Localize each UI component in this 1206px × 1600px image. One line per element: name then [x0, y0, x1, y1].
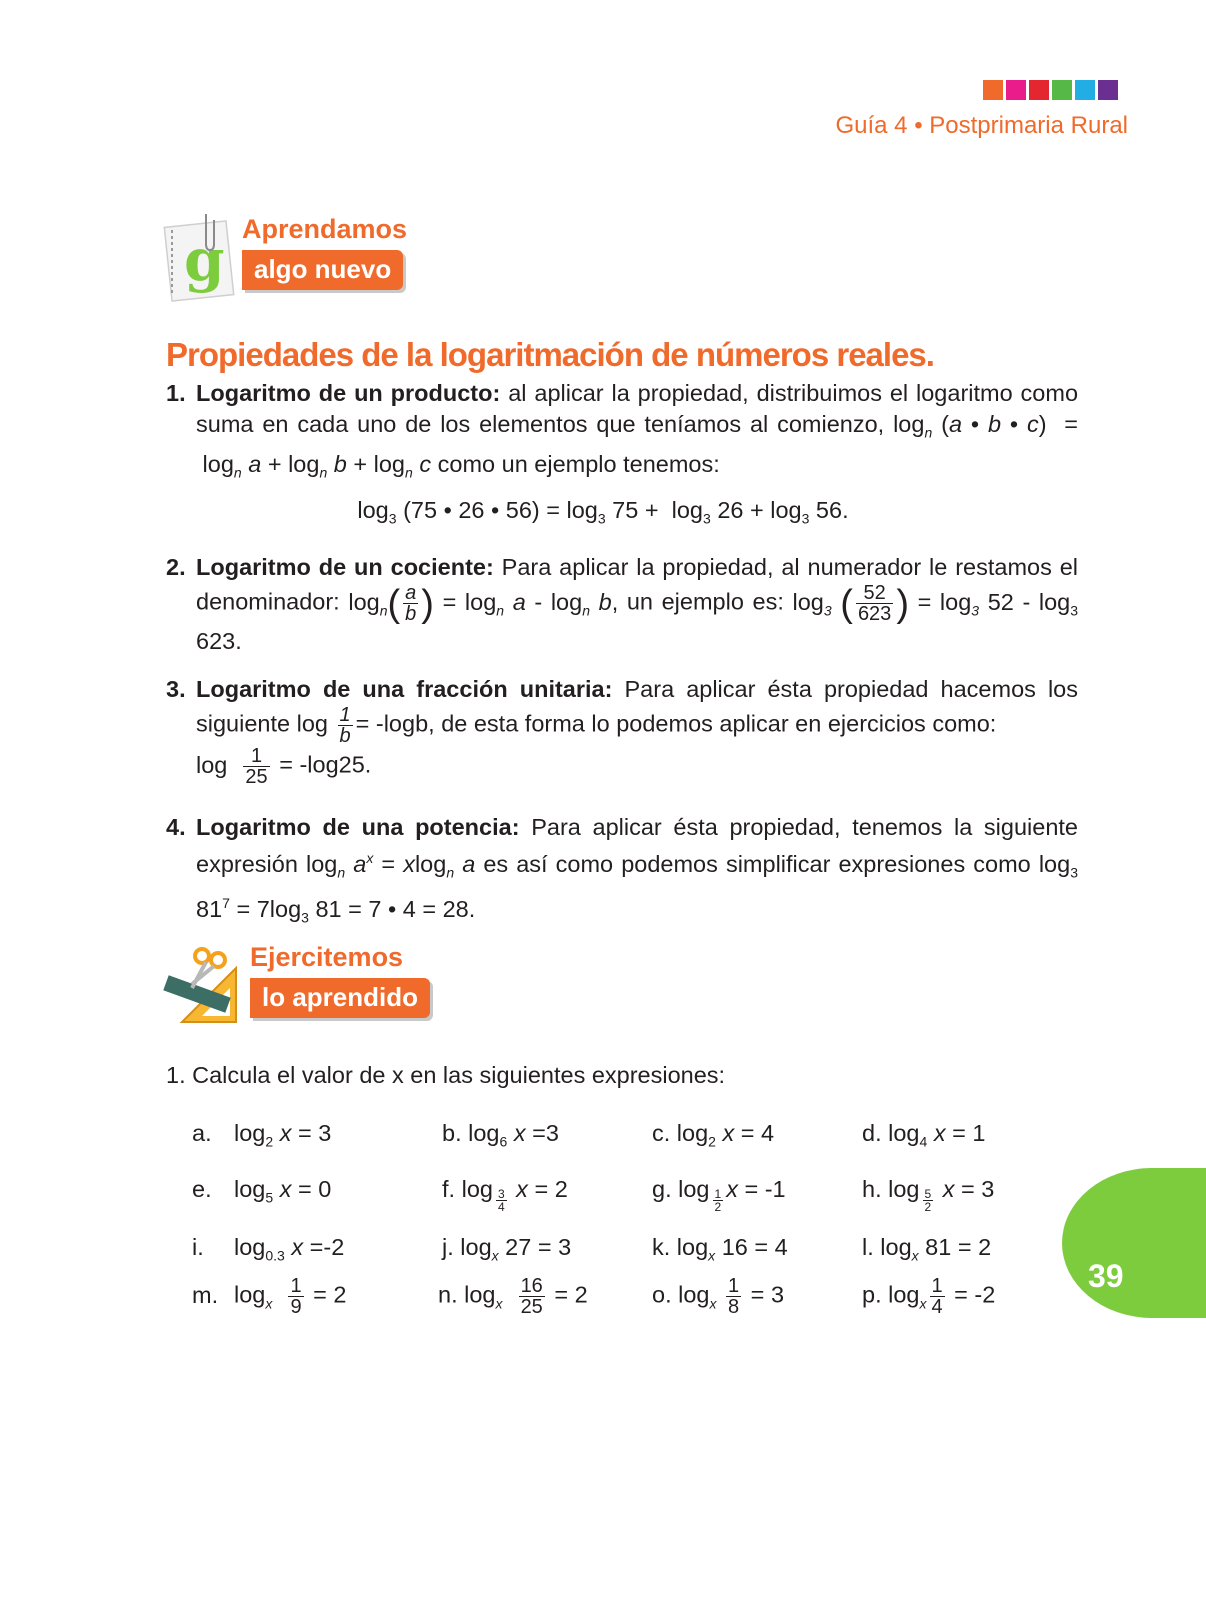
exercise-label: o. — [652, 1281, 672, 1308]
property-2-name: Logaritmo de un cociente: — [196, 554, 494, 580]
strip-magenta — [1006, 80, 1026, 100]
property-2-text: Para aplicar la propiedad, al numerador le restamos el denominador: — [196, 554, 1078, 615]
property-4-text: Para aplicar ésta propiedad, tenemos la siguiente expresión — [196, 814, 1079, 877]
exercise-row — [192, 1234, 1072, 1274]
property-2-example: $\log_3$ ( $\frac{52}{623}$ ) = $\log_3 52 - \log_3 623$. — [196, 582, 1079, 655]
property-1-name: Logaritmo de un producto: — [196, 380, 501, 406]
property-3-text: Para aplicar ésta propiedad hacemos los siguiente log — [196, 676, 1078, 737]
exercise-row — [192, 1176, 1072, 1216]
guide-title: Guía 4 • Postprimaria Rural — [835, 112, 1128, 139]
property-1-formula: $\log_n (a$ • b • $c) = \log_n a + \log_n b + \log_n c$ — [196, 411, 1079, 481]
exercise-item-b: b. $\log_6 x =3$ — [442, 1120, 559, 1150]
notebook-g-icon — [162, 210, 240, 302]
property-1 — [166, 378, 1078, 488]
exercise-intro: 1. Calcula el valor de x en las siguientes expresiones: — [166, 1062, 726, 1088]
exercise-label: p. — [862, 1281, 882, 1308]
property-3-example-tail: = -log25. — [279, 751, 372, 778]
exercise-item-l: l. $\log_x 81 = 2$ — [862, 1234, 992, 1264]
property-1-number: 1. — [166, 380, 186, 406]
property-1-text: al aplicar la propiedad, distribuimos el logaritmo como suma en cada uno de los elementos que teníamos al comienzo, — [196, 380, 1079, 437]
property-3-example: log $\frac{1}{25}$ — [196, 745, 268, 788]
exercise-label: c. — [652, 1120, 671, 1146]
exercise-label: k. — [652, 1234, 671, 1260]
svg-text:g: g — [184, 226, 225, 294]
exercise-row — [192, 1276, 1072, 1336]
main-title: Propiedades de la logaritmación de números reales. — [166, 336, 934, 373]
property-4-text-tail: es así como podemos simplificar expresiones como — [483, 850, 1031, 877]
exercise-item-m: m. $\log_x$ $\frac{1}{9}$ = 2 — [192, 1275, 347, 1318]
exercise-label: f. — [442, 1176, 456, 1202]
practice-badge-title: Ejercitemos — [250, 942, 404, 972]
property-3 — [166, 674, 1078, 787]
exercise-item-g: g. log $_{\frac{1}{2}}$ x = -1 — [652, 1176, 786, 1214]
exercise-label: g. — [652, 1176, 672, 1202]
property-2-formula: $\log_n$( $\frac{a}{b}$ ) = $\log_n a - \log_n b$, — [348, 582, 619, 625]
property-3-text-tail: = -logb, de esta forma lo podemos aplicar en ejercicios como: — [355, 710, 997, 737]
exercise-item-i: i. $\log_{0.3} x =-2$ — [192, 1234, 345, 1264]
property-2 — [166, 552, 1078, 657]
exercise-label: a. — [192, 1120, 212, 1146]
strip-purple — [1098, 80, 1118, 100]
learn-badge — [162, 210, 407, 302]
property-2-number: 2. — [166, 554, 186, 580]
practice-badge — [162, 938, 430, 1024]
exercise-label: h. — [862, 1176, 882, 1202]
exercise-item-f: f. log $_{\frac{3}{4}}$ x = 2 — [442, 1176, 568, 1214]
property-4-formula: $\log_n a^x = xlog_n$ a — [305, 850, 476, 881]
strip-cyan — [1075, 80, 1095, 100]
property-4-name: Logaritmo de una potencia: — [196, 814, 520, 840]
exercise-item-h: h. log $_{\frac{5}{2}}$ x = 3 — [862, 1176, 995, 1214]
exercise-label: b. — [442, 1120, 462, 1146]
exercise-label: d. — [862, 1120, 882, 1146]
property-3-fraction: $\frac{1}{b}$ — [339, 704, 351, 747]
ruler-scissors-icon — [162, 938, 246, 1024]
exercise-item-n: n. $\log_x$ $\frac{16}{25}$ = 2 — [438, 1275, 588, 1318]
exercise-item-e: e. $\log_5 x = 0$ — [192, 1176, 332, 1206]
page-number: 39 — [1088, 1258, 1124, 1294]
property-4-number: 4. — [166, 814, 186, 840]
exercise-label: m. — [192, 1281, 219, 1308]
learn-badge-title: Aprendamos — [242, 214, 408, 244]
property-1-formula-tail: como un ejemplo tenemos: — [437, 450, 720, 477]
strip-green — [1052, 80, 1072, 100]
strip-orange — [983, 80, 1003, 100]
property-1-example: $\log_3 (75$ • 26 • $56) = \log_3 75 + \log_3 26 + \log_3 56$. — [357, 497, 849, 527]
exercise-label: j. — [442, 1234, 454, 1260]
property-3-name: Logaritmo de una fracción unitaria: — [196, 676, 613, 702]
property-4-example: $\log_3 81^7 = 7\log_3$ 81 = 7 • 4 = 28. — [196, 850, 1078, 927]
exercise-item-d: d. $\log_4 x = 1$ — [862, 1120, 986, 1150]
strip-red — [1029, 80, 1049, 100]
property-2-example-label: un ejemplo es: — [626, 588, 784, 615]
learn-badge-sub: algo nuevo — [242, 250, 403, 290]
exercise-row — [192, 1120, 1072, 1160]
exercise-item-a: a. $\log_2 x = 3$ — [192, 1120, 332, 1150]
property-4 — [166, 812, 1078, 934]
page-number-tab — [1062, 1168, 1206, 1318]
property-3-number: 3. — [166, 676, 186, 702]
exercise-label: i. — [192, 1234, 204, 1260]
color-strip — [983, 80, 1118, 100]
exercise-item-o: o. $\log_x$ $\frac{1}{8}$ = 3 — [652, 1275, 785, 1318]
exercise-label: l. — [862, 1234, 874, 1260]
exercise-item-k: k. $\log_x 16 = 4$ — [652, 1234, 788, 1264]
practice-badge-sub: lo aprendido — [250, 978, 430, 1018]
exercise-label: n. — [438, 1281, 458, 1308]
exercise-item-p: p. $\log_x$ $\frac{1}{4}$ = -2 — [862, 1275, 996, 1318]
exercise-label: e. — [192, 1176, 212, 1202]
exercise-item-c: c. $\log_2 x = 4$ — [652, 1120, 775, 1150]
exercise-item-j: j. $\log_x 27 = 3$ — [442, 1234, 572, 1264]
